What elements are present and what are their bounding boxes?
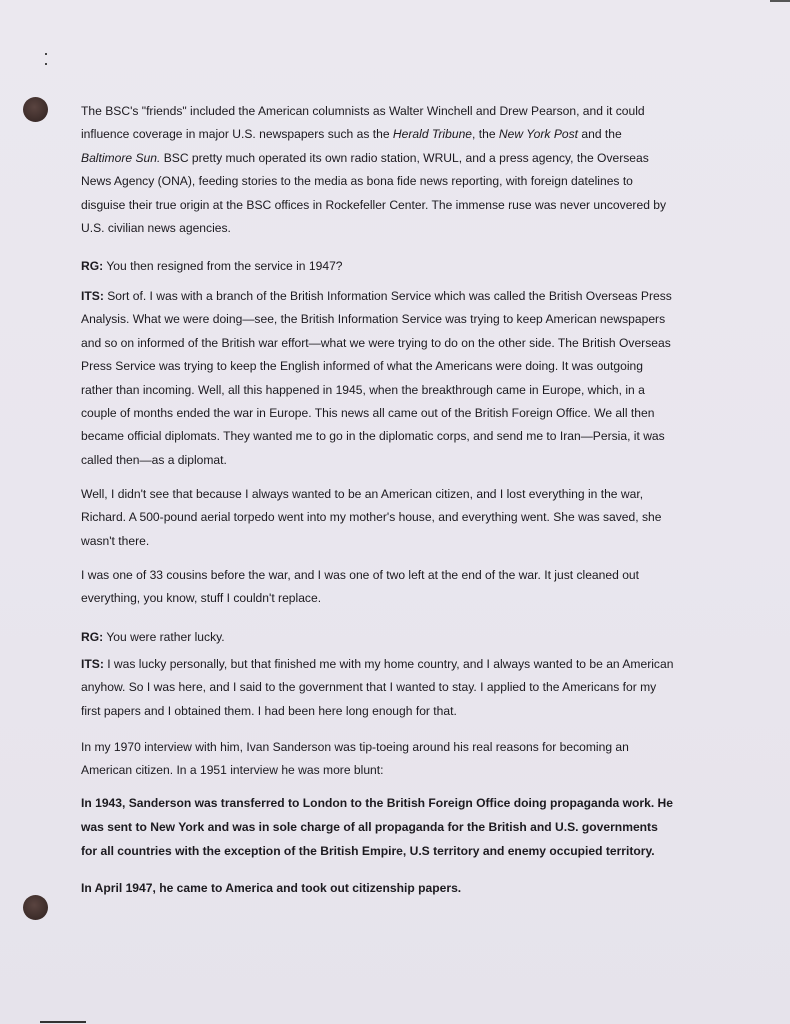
scan-mark (45, 53, 47, 65)
paragraph (81, 288, 721, 475)
text-segment: I was lucky personally, but that finished me with my home country, and I always wanted to be an American (103, 657, 674, 671)
text-line (81, 509, 721, 532)
text-segment: for all countries with the exception of the British Empire, U.S territory and enemy occupied territory. (81, 844, 655, 858)
text-segment: You then resigned from the service in 1947? (103, 259, 343, 273)
text-segment: , the (472, 127, 499, 142)
text-line (81, 150, 721, 173)
text-segment: U.S. civilian news agencies. (81, 220, 231, 235)
text-line (81, 679, 721, 702)
text-line (81, 103, 721, 126)
speaker-label: ITS: (81, 289, 104, 303)
paragraph (81, 258, 721, 281)
text-segment: Sort of. I was with a branch of the British Information Service which was called the British Overseas Press (103, 289, 672, 303)
paragraph (81, 739, 721, 786)
punch-hole-top (23, 97, 48, 122)
italic-text: Baltimore Sun. (81, 150, 161, 165)
italic-text: New York Post (498, 127, 579, 142)
text-line (81, 880, 721, 904)
text-line (81, 288, 721, 311)
text-segment: first papers and I obtained them. I had been here long enough for that. (81, 703, 457, 718)
text-line (81, 590, 721, 613)
text-line (81, 656, 721, 679)
text-segment: was sent to New York and was in sole charge of all propaganda for the British and U.S. governments (81, 820, 658, 834)
text-line (81, 486, 721, 509)
page-edge-mark (770, 0, 790, 2)
text-segment: I was one of 33 cousins before the war, and I was one of two left at the end of the war. It just cleaned out (81, 568, 640, 582)
text-line (81, 382, 721, 405)
text-segment: The BSC's "friends" included the American columnists as Walter Winchell and Drew Pearson, and it could (81, 104, 645, 118)
text-line (81, 703, 721, 726)
text-segment: anyhow. So I was here, and I said to the government that I wanted to stay. I applied to the Americans for my (81, 680, 657, 695)
text-line (81, 197, 721, 220)
text-line (81, 220, 721, 243)
paragraph (81, 880, 721, 904)
text-segment: Richard. A 500-pound aerial torpedo went into my mother's house, and everything went. She was saved, she (81, 510, 662, 525)
paragraph (81, 656, 721, 726)
text-line (81, 567, 721, 590)
paragraph (81, 629, 721, 652)
paragraph (81, 486, 721, 556)
text-segment: In April 1947, he came to America and took out citizenship papers. (81, 881, 462, 895)
speaker-label: RG: (81, 259, 104, 273)
text-segment: called then—as a diplomat. (81, 452, 227, 467)
text-line (81, 126, 721, 149)
text-line (81, 533, 721, 556)
text-segment: In 1943, Sanderson was transferred to London to the British Foreign Office doing propaganda work. He (81, 796, 673, 810)
text-segment: and so on informed of the British war effort—what we were trying to do on the other side. The British Overseas (81, 335, 671, 350)
text-line (81, 258, 721, 281)
text-segment: disguise their true origin at the BSC offices in Rockefeller Center. The immense ruse was never uncovered by (81, 197, 667, 212)
text-line (81, 335, 721, 358)
text-line (81, 795, 721, 819)
text-segment: You were rather lucky. (103, 630, 225, 644)
text-segment: American citizen. In a 1951 interview he was more blunt: (81, 763, 384, 778)
text-line (81, 358, 721, 381)
paragraph (81, 795, 721, 867)
text-segment: everything, you know, stuff I couldn't replace. (81, 591, 322, 606)
text-segment: became official diplomats. They wanted me to go in the diplomatic corps, and send me to Iran—Persia, it was (81, 429, 665, 444)
speaker-label: ITS: (81, 657, 104, 671)
text-line (81, 739, 721, 762)
text-line (81, 629, 721, 652)
text-segment: couple of months ended the war in Europe. This news all came out of the British Foreign Office. We all then (81, 405, 655, 420)
text-segment: Analysis. What we were doing—see, the British Information Service was trying to keep American newspapers (81, 312, 666, 327)
text-segment: Press Service was trying to keep the English informed of what the Americans were doing. It was outgoing (81, 359, 643, 374)
text-segment: Well, I didn't see that because I always wanted to be an American citizen, and I lost everything in the war, (81, 487, 644, 501)
page-edge-line (40, 1021, 86, 1023)
text-line (81, 762, 721, 785)
text-line (81, 311, 721, 334)
text-segment: News Agency (ONA), feeding stories to the media as bona fide news reporting, with foreign datelines to (81, 174, 633, 189)
text-segment: and the (578, 127, 622, 142)
text-line (81, 843, 721, 867)
paragraph (81, 567, 721, 614)
text-line (81, 428, 721, 451)
text-segment: In my 1970 interview with him, Ivan Sanderson was tip-toeing around his real reasons for becoming an (81, 740, 629, 754)
text-segment: rather than incoming. Well, all this happened in 1945, when the breakthrough came in Europe, which, in a (81, 382, 645, 397)
text-line (81, 173, 721, 196)
paragraph (81, 103, 721, 243)
text-segment: wasn't there. (81, 533, 150, 548)
speaker-label: RG: (81, 630, 104, 644)
text-line (81, 452, 721, 475)
text-line (81, 819, 721, 843)
punch-hole-bottom (23, 895, 48, 920)
text-line (81, 405, 721, 428)
italic-text: Herald Tribune (392, 127, 473, 142)
text-segment: influence coverage in major U.S. newspapers such as the (81, 127, 393, 142)
text-segment: BSC pretty much operated its own radio station, WRUL, and a press agency, the Overseas (160, 150, 649, 165)
